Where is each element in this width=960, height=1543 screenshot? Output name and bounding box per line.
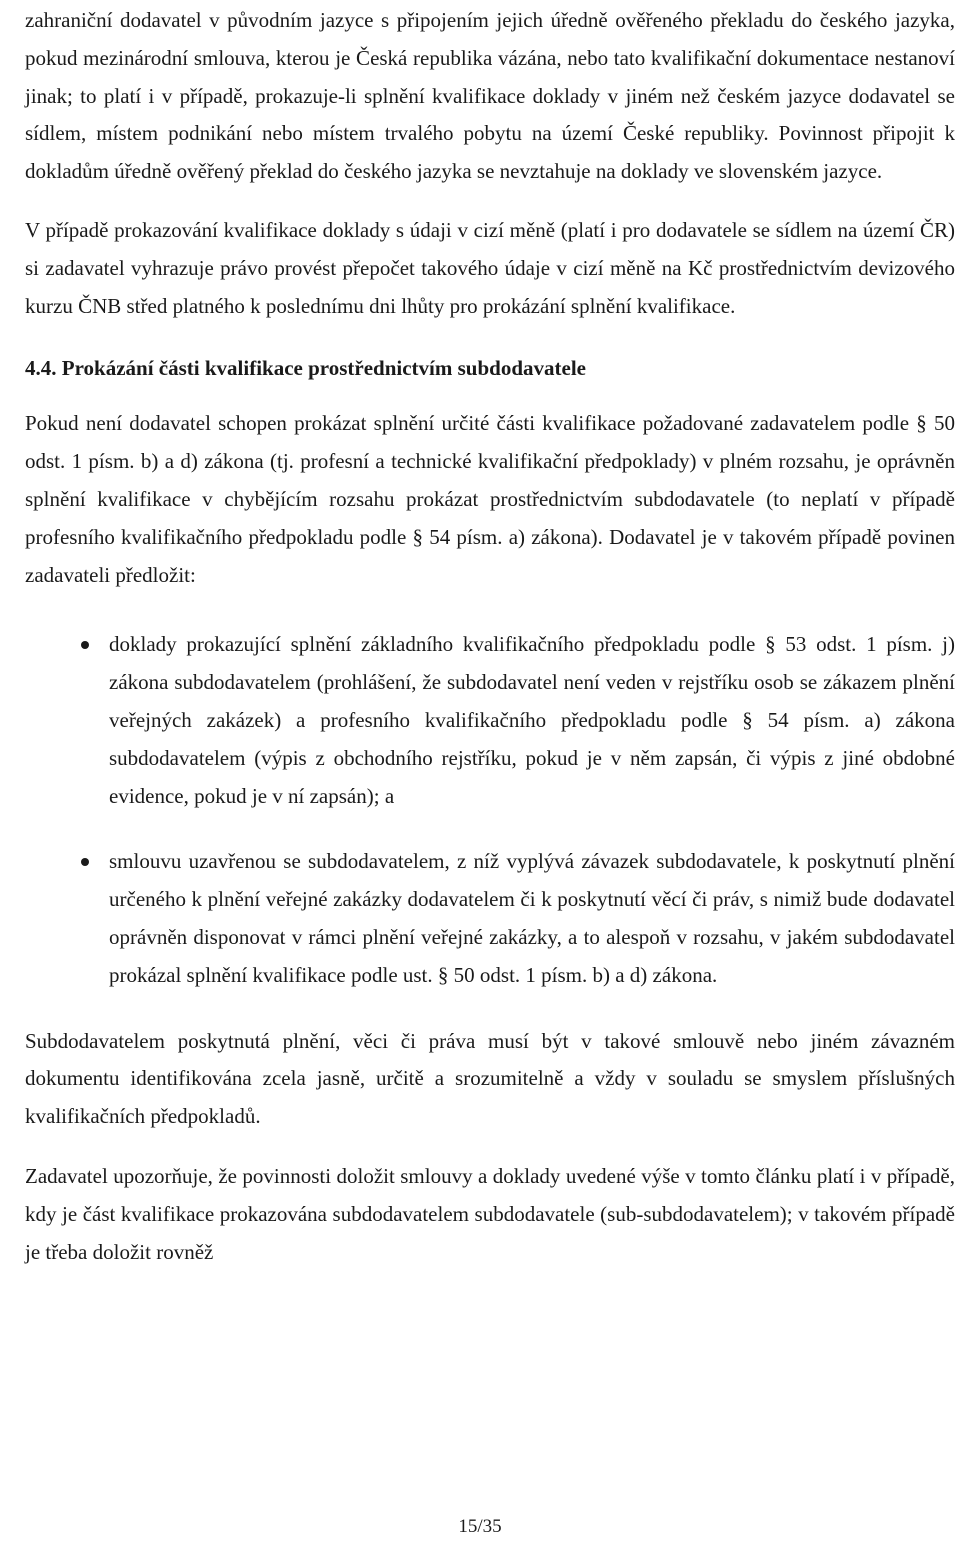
paragraph-translation-requirement: zahraniční dodavatel v původním jazyce s připojením jejich úředně ověřeného překladu do českého jazyka, pokud mezinárodní smlouva, kterou je Česká republika vázána, nebo tato kvalifikační dokumentace nestanoví jinak; to platí i v případě, prokazuje-li splnění kvalifikace doklady v jiném než českém jazyce dodavatel se sídlem, místem podnikání nebo místem trvalého pobytu na území České republiky. Povinnost připojit k dokladům úředně ověřený překlad do českého jazyka se nevztahuje na doklady ve slovenském jazyce. — [25, 8, 955, 184]
bullet-list — [25, 626, 955, 994]
list-item — [25, 843, 955, 994]
paragraph-subcontractor-qualification: Pokud není dodavatel schopen prokázat splnění určité části kvalifikace požadované zadavatelem podle § 50 odst. 1 písm. b) a d) zákona (tj. profesní a technické kvalifikační předpoklady) v plném rozsahu, je oprávněn splnění kvalifikace v chybějícím rozsahu prokázat prostřednictvím subdodavatele (to neplatí v případě profesního kvalifikačního předpokladu podle § 54 písm. a) zákona). Dodavatel je v takovém případě povinen zadavateli předložit: — [25, 411, 955, 587]
section-heading: 4.4. Prokázání části kvalifikace prostřednictvím subdodavatele — [25, 356, 586, 381]
list-item-text: doklady prokazující splnění základního kvalifikačního předpokladu podle § 53 odst. 1 písm. j) zákona subdodavatelem (prohlášení, že subdodavatel není veden v rejstříku osob se zákazem plnění veřejných zakázek) a profesního kvalifikačního předpokladu podle § 54 písm. a) zákona subdodavatelem (výpis z obchodního rejstříku, pokud je v něm zapsán, či výpis z jiné obdobné evidence, pokud je v ní zapsán); a — [109, 632, 955, 808]
paragraph-subcontractor-performance: Subdodavatelem poskytnutá plnění, věci či práva musí být v takové smlouvě nebo jiném závazném dokumentu identifikována zcela jasně, určitě a srozumitelně a vždy v souladu se smyslem příslušných kvalifikačních předpokladů. — [25, 1028, 955, 1129]
bullet-icon — [81, 858, 89, 866]
list-item — [25, 626, 955, 815]
list-item-text: smlouvu uzavřenou se subdodavatelem, z níž vyplývá závazek subdodavatele, k poskytnutí plnění určeného k plnění veřejné zakázky dodavatelem či k poskytnutí věcí či práv, s nimiž bude dodavatel oprávněn disponovat v rámci plnění veřejné zakázky, a to alespoň v rozsahu, v jakém subdodavatel prokázal splnění kvalifikace podle ust. § 50 odst. 1 písm. b) a d) zákona. — [109, 849, 955, 987]
paragraph-foreign-currency: V případě prokazování kvalifikace doklady s údaji v cizí měně (platí i pro dodavatele se sídlem na území ČR) si zadavatel vyhrazuje právo provést přepočet takového údaje v cizí měně na Kč prostřednictvím devizového kurzu ČNB střed platného k poslednímu dni lhůty pro prokázání splnění kvalifikace. — [25, 217, 955, 318]
bullet-icon — [81, 641, 89, 649]
document-page — [25, 0, 955, 1271]
page-number: 15/35 — [458, 1516, 502, 1537]
paragraph-contracting-authority-notice: Zadavatel upozorňuje, že povinnosti doložit smlouvy a doklady uvedené výše v tomto článku platí i v případě, kdy je část kvalifikace prokazována subdodavatelem subdodavatele (sub-subdodavatelem); v takovém případě je třeba doložit rovněž — [25, 1163, 955, 1264]
